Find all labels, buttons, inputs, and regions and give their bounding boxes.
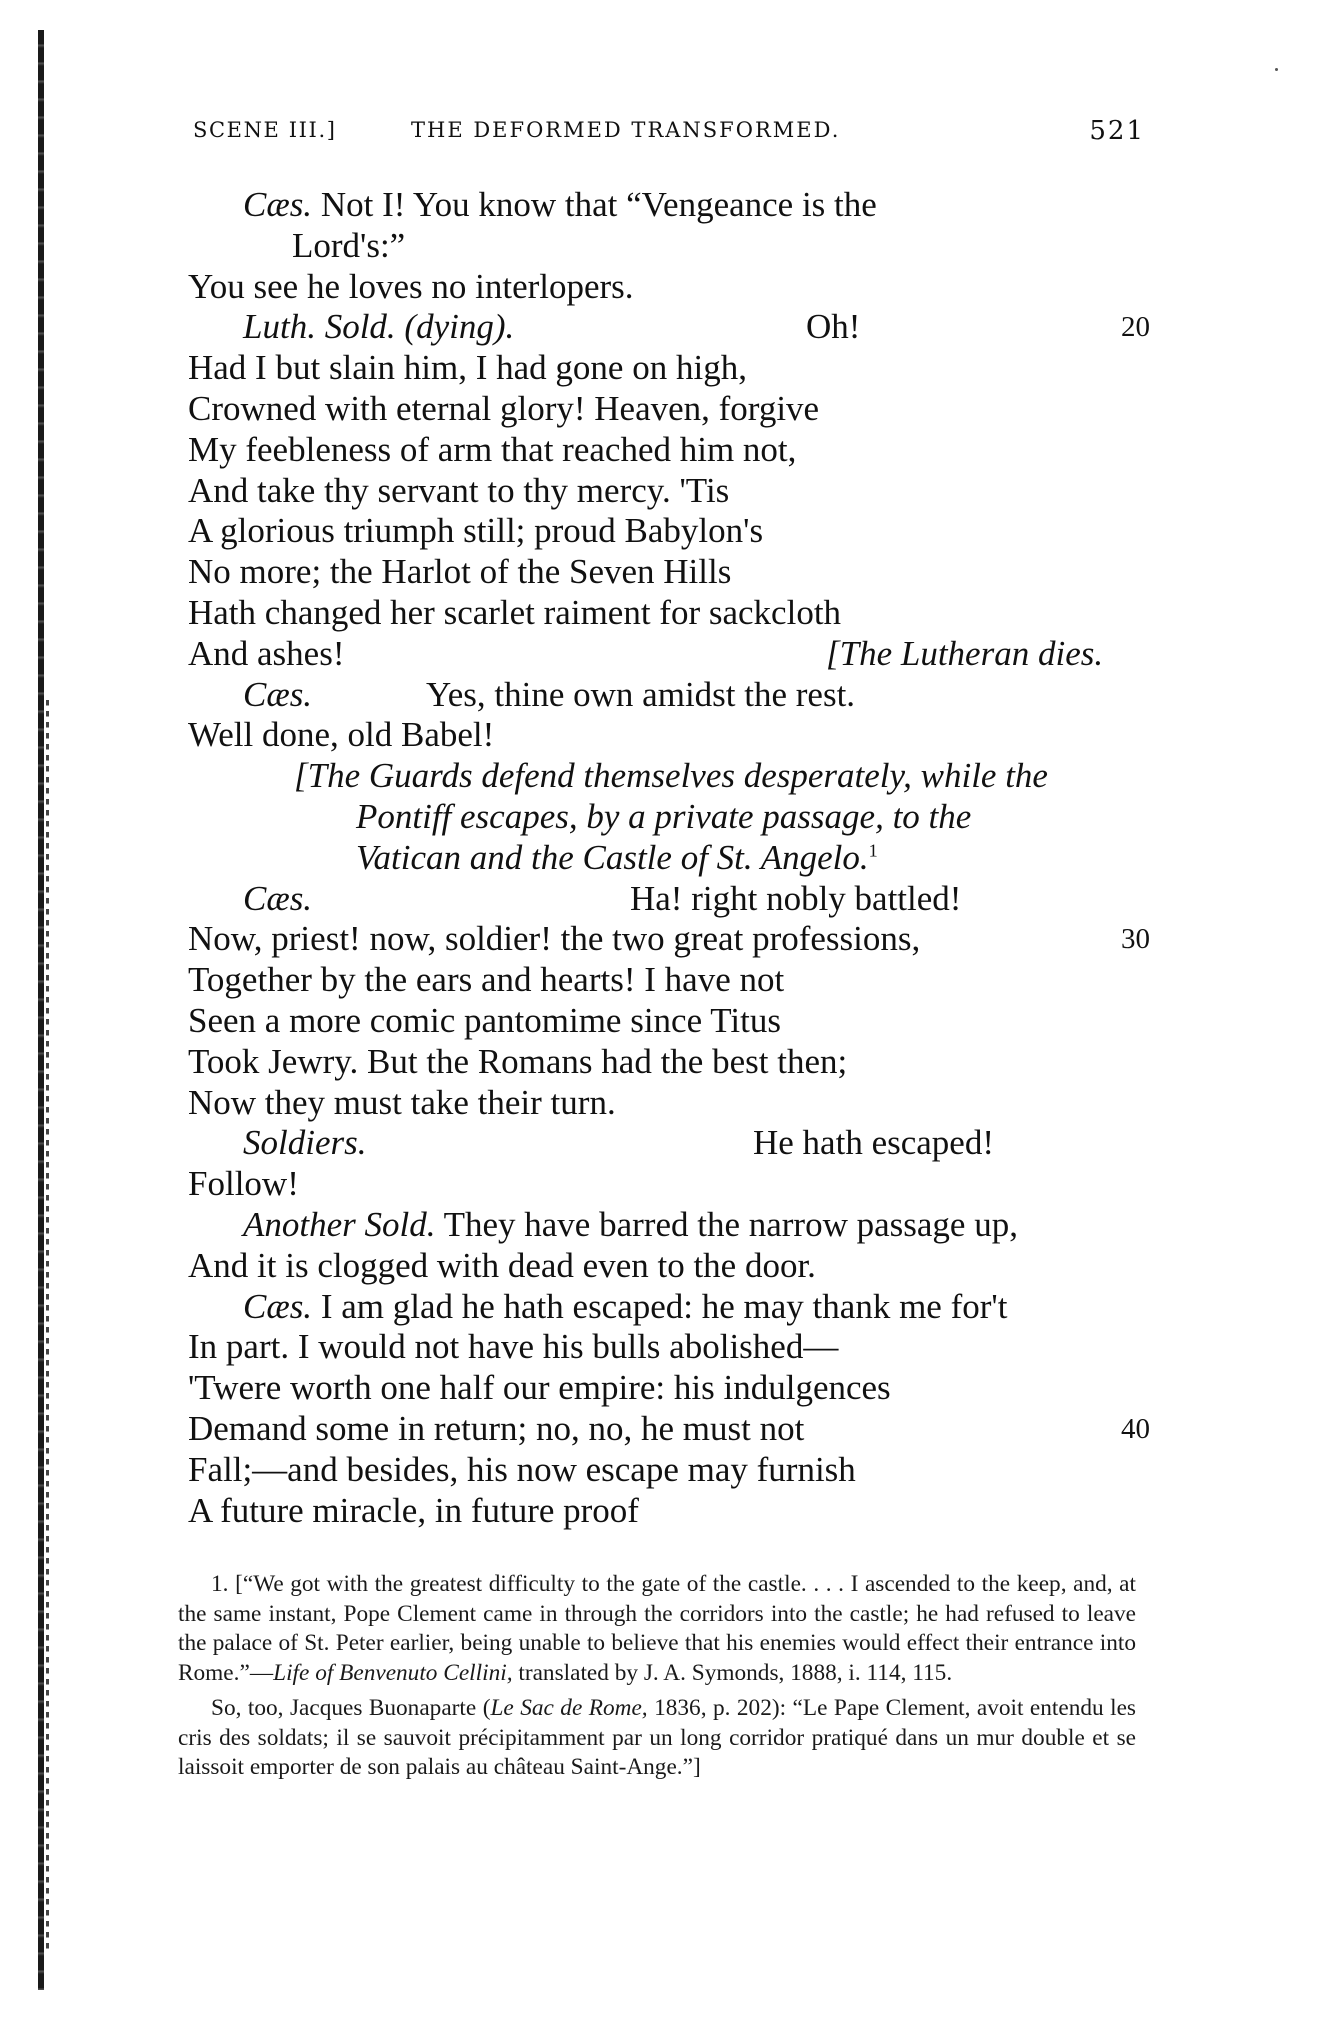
line-text: A glorious triumph still; proud Babylon's bbox=[188, 511, 764, 551]
stage-direction-line bbox=[188, 838, 1148, 879]
stage-direction-inline: (dying). bbox=[404, 307, 515, 347]
line-text: Follow! bbox=[188, 1164, 299, 1204]
line-text: A future miracle, in future proof bbox=[188, 1490, 639, 1530]
line-text: No more; the Harlot of the Seven Hills bbox=[188, 552, 732, 592]
line-text: Yes, thine own amidst the rest. bbox=[426, 674, 856, 714]
stage-direction: [The Guards defend themselves desperately, while the bbox=[294, 756, 1048, 796]
stage-direction: Pontiff escapes, by a private passage, to the bbox=[356, 796, 972, 836]
verse-line bbox=[188, 226, 1148, 267]
line-text: And take thy servant to thy mercy. 'Tis bbox=[188, 470, 730, 510]
running-head-scene: SCENE III.] bbox=[193, 118, 337, 142]
line-text: Crowned with eternal glory! Heaven, forgive bbox=[188, 388, 820, 428]
footnote-2 bbox=[178, 1694, 1136, 1783]
verse-line bbox=[188, 307, 1148, 348]
footnote-text: So, too, Jacques Buonaparte ( bbox=[211, 1695, 491, 1721]
line-text: Demand some in return; no, no, he must not bbox=[188, 1408, 805, 1448]
verse-line bbox=[188, 389, 1148, 430]
verse-line bbox=[188, 552, 1148, 593]
verse-line bbox=[188, 675, 1148, 716]
line-text: And it is clogged with dead even to the door. bbox=[188, 1245, 816, 1285]
footnote-number: 1. bbox=[211, 1571, 229, 1597]
stage-direction: Vatican and the Castle of St. Angelo. bbox=[356, 837, 869, 877]
footnote-title: Le Sac de Rome, bbox=[490, 1695, 648, 1721]
line-text: Fall;—and besides, his now escape may furnish bbox=[188, 1449, 856, 1489]
line-text: Well done, old Babel! bbox=[188, 715, 495, 755]
line-number: 30 bbox=[1121, 923, 1150, 956]
line-text: Had I but slain him, I had gone on high, bbox=[188, 348, 747, 388]
verse-line bbox=[188, 185, 1148, 226]
line-text: And ashes! bbox=[188, 633, 345, 673]
speaker: Cæs. bbox=[243, 674, 313, 714]
line-text: Not I! You know that “Vengeance is the bbox=[320, 185, 877, 224]
verse-line bbox=[188, 1368, 1148, 1409]
running-head bbox=[193, 118, 1145, 158]
speaker: Soldiers. bbox=[243, 1123, 367, 1163]
line-text: My feebleness of arm that reached him not, bbox=[188, 429, 797, 469]
footnote-1 bbox=[178, 1570, 1136, 1688]
verse-line bbox=[188, 634, 1148, 675]
running-head-title: THE DEFORMED TRANSFORMED. bbox=[411, 118, 841, 142]
verse-line bbox=[188, 1491, 1148, 1532]
footnotes bbox=[178, 1570, 1136, 1783]
speaker: Cæs. bbox=[243, 185, 313, 224]
verse-line bbox=[188, 267, 1148, 308]
verse-line bbox=[188, 1287, 1148, 1328]
verse-line bbox=[188, 348, 1148, 389]
speaker: Cæs. bbox=[243, 878, 313, 918]
speaker: Another Sold. bbox=[243, 1204, 436, 1244]
verse-line bbox=[188, 960, 1148, 1001]
stage-direction: [The Lutheran dies. bbox=[826, 633, 1104, 673]
line-text: They have barred the narrow passage up, bbox=[443, 1204, 1018, 1244]
line-text: Oh! bbox=[806, 307, 861, 347]
verse-line bbox=[188, 879, 1148, 920]
speaker: Luth. Sold. bbox=[243, 307, 396, 347]
line-text: Ha! right nobly battled! bbox=[630, 878, 962, 918]
footnote-tail: translated by J. A. Symonds, 1888, i. 114, 115. bbox=[518, 1659, 953, 1686]
line-text: He hath escaped! bbox=[753, 1123, 994, 1163]
line-text: Lord's:” bbox=[292, 225, 406, 265]
footnote-ref[interactable]: 1 bbox=[868, 840, 878, 861]
verse-line bbox=[188, 593, 1148, 634]
footnote-source: Life of Benvenuto Cellini, bbox=[273, 1659, 513, 1686]
paper-speck bbox=[1275, 68, 1278, 71]
line-text: In part. I would not have his bulls abolished— bbox=[188, 1327, 839, 1367]
stage-direction-line bbox=[188, 797, 1148, 838]
line-text: I am glad he hath escaped: he may thank me for't bbox=[320, 1286, 1008, 1326]
line-text: Now they must take their turn. bbox=[188, 1082, 616, 1122]
footnote-text: 1836, p. 202): “Le Pape Clement, avoit entendu les cris des soldats; il se sauvoit précipitamment par un long corridor pratiqué dans un mur double et se laissoit emporter de son palais au château Saint-Ange.”] bbox=[178, 1695, 1136, 1780]
footnote-text: [“We got with the greatest difficulty to the gate of the castle. . . . I ascended to the keep, and, at the same instant, Pope Clement came in through the corridors into the castle; he had refused to leave the palace of St. Peter earlier, being unable to believe that his enemies would effect their entrance into Rome.”— bbox=[178, 1571, 1136, 1686]
book-spine-shadow bbox=[38, 30, 44, 1990]
stage-direction-line bbox=[188, 756, 1148, 797]
verse-line bbox=[188, 511, 1148, 552]
line-number: 20 bbox=[1121, 311, 1150, 344]
verse-line bbox=[188, 1123, 1148, 1164]
verse-line bbox=[188, 715, 1148, 756]
verse-line bbox=[188, 1246, 1148, 1287]
speaker: Cæs. bbox=[243, 1286, 313, 1326]
verse-line bbox=[188, 1409, 1148, 1450]
verse-line bbox=[188, 1450, 1148, 1491]
verse-line bbox=[188, 1327, 1148, 1368]
line-text: Hath changed her scarlet raiment for sackcloth bbox=[188, 592, 842, 632]
verse-line bbox=[188, 471, 1148, 512]
page-number: 521 bbox=[1089, 116, 1145, 146]
verse-line bbox=[188, 1042, 1148, 1083]
play-text bbox=[188, 185, 1148, 1531]
line-text: 'Twere worth one half our empire: his indulgences bbox=[188, 1368, 891, 1408]
line-number: 40 bbox=[1121, 1412, 1150, 1445]
verse-line bbox=[188, 430, 1148, 471]
line-text: Now, priest! now, soldier! the two great professions, bbox=[188, 919, 921, 959]
line-text: Together by the ears and hearts! I have not bbox=[188, 960, 785, 1000]
verse-line bbox=[188, 1083, 1148, 1124]
line-text: You see he loves no interlopers. bbox=[188, 266, 634, 306]
book-gutter-shadow bbox=[46, 700, 49, 1950]
verse-line bbox=[188, 919, 1148, 960]
line-text: Took Jewry. But the Romans had the best then; bbox=[188, 1041, 848, 1081]
verse-line bbox=[188, 1164, 1148, 1205]
line-text: Seen a more comic pantomime since Titus bbox=[188, 1000, 781, 1040]
verse-line bbox=[188, 1001, 1148, 1042]
verse-line bbox=[188, 1205, 1148, 1246]
